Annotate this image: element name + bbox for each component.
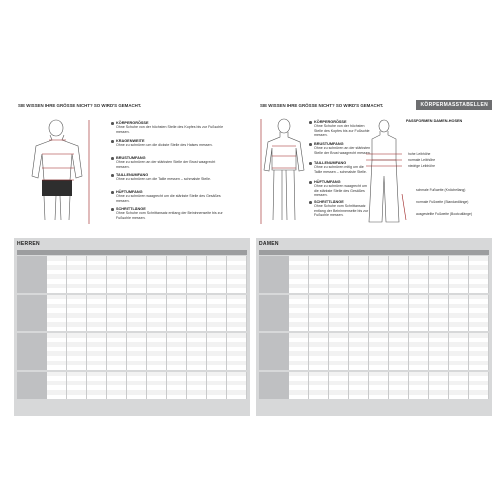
women-table-header <box>259 250 489 255</box>
point-text: Ohne zu schnüren um die dickste Stelle des Halses messen. <box>116 143 213 148</box>
table-row <box>17 327 247 332</box>
fit-label-normal: normale Leibhöhe <box>408 158 436 162</box>
left-page <box>14 100 250 420</box>
table-row <box>259 365 489 370</box>
bullet-icon <box>111 140 114 143</box>
table-row <box>259 327 489 332</box>
right-point-3 <box>314 161 372 174</box>
right-page <box>256 100 492 420</box>
point-title: KÖRPERGRÖSSE <box>116 121 149 125</box>
right-header-band <box>256 100 492 116</box>
right-point-2 <box>314 142 372 155</box>
point-title: SCHRITTLÄNGE <box>116 207 146 211</box>
men-table-title: HERREN <box>17 241 40 247</box>
point-text: Ohne zu schnüren waagrecht um die stärkste Stelle des Gesäßes messen. <box>314 184 367 198</box>
table-row <box>259 395 489 400</box>
point-title: KRAGENWEITE <box>116 139 145 143</box>
point-title: BRUSTUMFANG <box>314 142 344 146</box>
fit-label-low: niedrige Leibhöhe <box>408 164 435 168</box>
women-table-grid <box>259 256 489 399</box>
point-title: HÜFTUMFANG <box>116 190 143 194</box>
table-row <box>17 288 247 293</box>
point-text: Ohne Schuhe von der höchsten Stelle des Kopfes bis zur Fußsohle messen. <box>116 125 224 134</box>
point-title: SCHRITTLÄNGE <box>314 200 344 204</box>
fit-label-high: hohe Leibhöhe <box>408 152 431 156</box>
point-title: TAILLENUMFANG <box>116 173 149 177</box>
bullet-icon <box>309 201 312 204</box>
bullet-icon <box>111 174 114 177</box>
leg-fit-normal: normale Fußweite (Standardlänge) <box>416 200 469 204</box>
left-point-4 <box>116 173 226 182</box>
table-row <box>17 365 247 370</box>
bullet-icon <box>111 157 114 160</box>
point-text: Ohne Schuhe von der höchsten Stelle des Kopfes bis zur Fußsohle messen. <box>314 124 370 138</box>
point-text: Ohne zu schnüren um die Taille messen – schmalste Stelle. <box>116 177 212 182</box>
women-illustration-area <box>256 116 492 230</box>
point-title: HÜFTUMFANG <box>314 180 341 184</box>
table-row <box>259 288 489 293</box>
men-illustration-area <box>14 116 250 230</box>
bullet-icon <box>309 143 312 146</box>
women-table-title: DAMEN <box>259 241 279 247</box>
men-table-header <box>17 250 247 255</box>
point-title: TAILLENUMFANG <box>314 161 347 165</box>
right-point-4 <box>314 180 372 198</box>
point-title: BRUSTUMFANG <box>116 156 146 160</box>
women-size-table <box>256 238 492 416</box>
bullet-icon <box>309 181 312 184</box>
men-table-grid <box>17 256 247 399</box>
right-point-5 <box>314 200 372 218</box>
bullet-icon <box>309 162 312 165</box>
left-point-6 <box>116 207 226 220</box>
bullet-icon <box>111 208 114 211</box>
leg-fit-bootcut: ausgestellte Fußweite (Bootcutlänge) <box>416 212 472 216</box>
section-tag: KÖRPERMASSTABELLEN <box>416 100 492 110</box>
left-point-1 <box>116 121 226 134</box>
point-text: Ohne zu schnüren an der stärksten Stelle der Brust waagrecht messen. <box>116 160 216 169</box>
right-headline: SIE WISSEN IHRE GRÖSSE NICHT? SO WIRD'S GEMACHT. <box>260 103 384 108</box>
left-point-5 <box>116 190 226 203</box>
point-text: Ohne zu schnüren an der stärksten Stelle der Brust waagrecht messen. <box>314 146 371 155</box>
point-text: Ohne zu schnüren waagrecht um die stärkste Stelle des Gesäßes messen. <box>116 194 221 203</box>
left-point-3 <box>116 156 226 169</box>
bullet-icon <box>111 191 114 194</box>
pants-fit-heading: PASSFORMEN DAMEN-HOSEN <box>406 119 463 123</box>
left-header-band <box>14 100 250 116</box>
point-text: Ohne Schuhe vom Schrittansatz entlang der Beininnenseite bis zur Fußsohle messen. <box>314 204 369 218</box>
bullet-icon <box>111 122 114 125</box>
left-point-2 <box>116 139 226 148</box>
bullet-icon <box>309 121 312 124</box>
point-title: KÖRPERGRÖSSE <box>314 120 347 124</box>
table-row <box>17 395 247 400</box>
left-headline: SIE WISSEN IHRE GRÖSSE NICHT? SO WIRD'S GEMACHT. <box>18 103 142 108</box>
right-point-1 <box>314 120 372 138</box>
point-text: Ohne Schuhe vom Schrittansatz entlang der Beininnenseite bis zur Fußsohle messen. <box>116 211 223 220</box>
leg-fit-narrow: schmale Fußweite (Knöchellang) <box>416 188 466 192</box>
point-text: Ohne zu schnüren mitig um die Taille messen – schmalste Stelle. <box>314 165 367 174</box>
men-size-table <box>14 238 250 416</box>
